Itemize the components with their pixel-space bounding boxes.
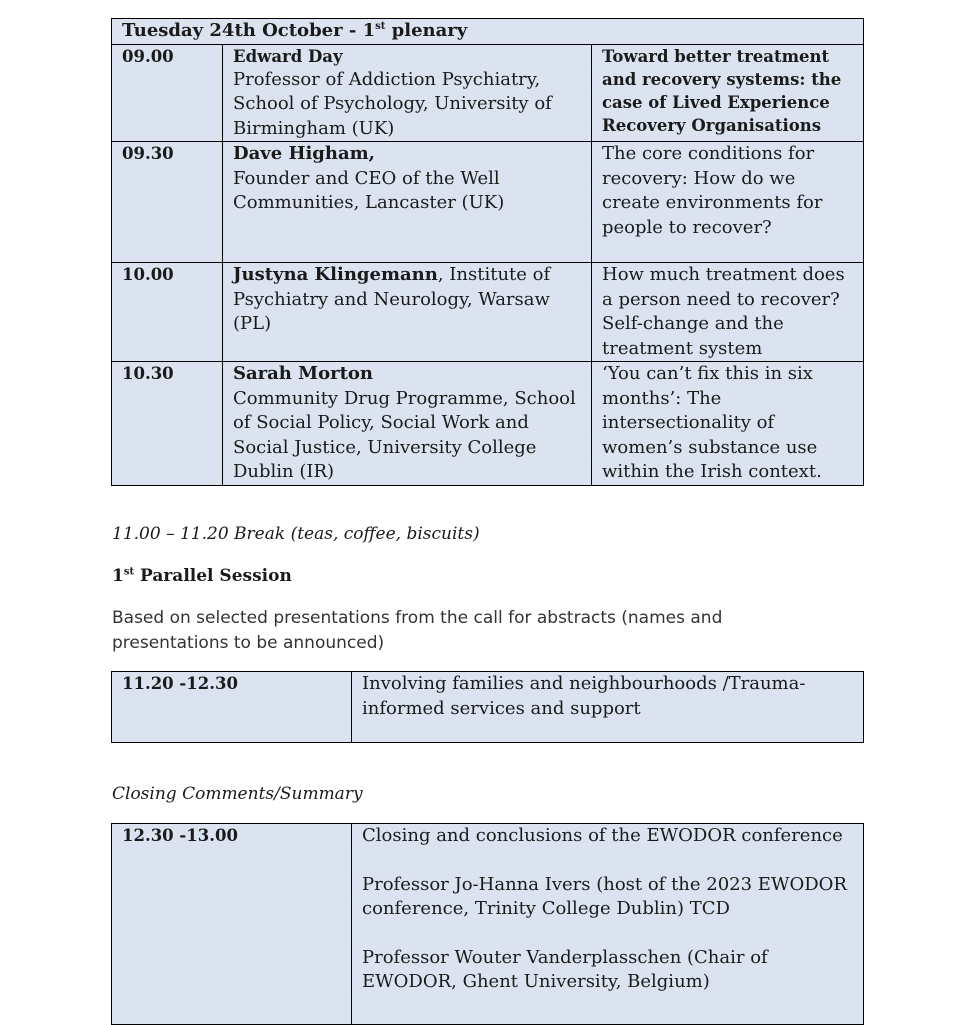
parallel-session-heading bbox=[112, 566, 292, 586]
day-title-suffix: plenary bbox=[385, 20, 468, 41]
speaker-name: Dave Higham, bbox=[233, 143, 375, 164]
speaker-name: Sarah Morton bbox=[233, 363, 373, 384]
closing-comments-label: Closing Comments/Summary bbox=[112, 784, 363, 804]
closing-speaker-vanderplasschen: Professor Wouter Vanderplasschen (Chair of EWODOR, Ghent University, Belgium) bbox=[362, 946, 768, 992]
table-row bbox=[112, 263, 864, 362]
talk-title: ‘You can’t fix this in six months’: The intersectionality of women’s substance use within the Irish context. bbox=[592, 362, 864, 486]
talk-title: The core conditions for recovery: How do we create environments for people to recover? bbox=[592, 142, 864, 263]
day-title-main: Tuesday 24th October - 1 bbox=[122, 20, 376, 41]
plenary-schedule-table bbox=[111, 18, 864, 486]
speaker-affiliation: Community Drug Programme, School of Social Policy, Social Work and Social Justice, University College Dublin (IR) bbox=[233, 387, 576, 482]
day-title-sup: st bbox=[375, 21, 386, 32]
closing-details bbox=[352, 824, 864, 1025]
talk-title: How much treatment does a person need to recover? Self-change and the treatment system bbox=[592, 263, 864, 362]
speaker-name: Justyna Klingemann bbox=[233, 264, 438, 285]
session-time: 12.30 -13.00 bbox=[112, 824, 352, 1025]
day-title bbox=[112, 19, 864, 45]
speaker-affiliation: Founder and CEO of the Well Communities, Lancaster (UK) bbox=[233, 167, 505, 213]
table-row bbox=[112, 44, 864, 142]
closing-speaker-ivers: Professor Jo-Hanna Ivers (host of the 2023 EWODOR conference, Trinity College Dublin) TCD bbox=[362, 873, 847, 919]
break-note: 11.00 – 11.20 Break (teas, coffee, biscuits) bbox=[112, 524, 480, 544]
speaker-affiliation: Professor of Addiction Psychiatry, School of Psychology, University of Birmingham (UK) bbox=[233, 68, 552, 139]
table-row bbox=[112, 824, 864, 1025]
speaker-cell bbox=[223, 142, 592, 263]
table-row bbox=[112, 362, 864, 486]
session-time: 09.00 bbox=[112, 44, 223, 142]
speaker-cell bbox=[223, 263, 592, 362]
closing-conclusions: Closing and conclusions of the EWODOR conference bbox=[362, 825, 843, 846]
session-time: 10.00 bbox=[112, 263, 223, 362]
day-header-row bbox=[112, 19, 864, 45]
speaker-cell bbox=[223, 44, 592, 142]
parallel-heading-sup: st bbox=[123, 566, 135, 578]
session-time: 11.20 -12.30 bbox=[112, 672, 352, 743]
closing-session-table bbox=[111, 823, 864, 1025]
table-row bbox=[112, 672, 864, 743]
speaker-name: Edward Day bbox=[233, 46, 343, 66]
parallel-heading-rest: Parallel Session bbox=[134, 566, 292, 586]
session-topic: Involving families and neighbourhoods /Trauma-informed services and support bbox=[352, 672, 864, 743]
speaker-cell bbox=[223, 362, 592, 486]
talk-title: Toward better treatment and recovery systems: the case of Lived Experience Recovery Organisations bbox=[592, 44, 864, 142]
parallel-heading-num: 1 bbox=[112, 566, 124, 586]
session-time: 09.30 bbox=[112, 142, 223, 263]
call-for-abstracts-note: Based on selected presentations from the call for abstracts (names and presentations to be announced) bbox=[112, 608, 723, 653]
speaker-affiliation: , Institute of Psychiatry and Neurology, Warsaw (PL) bbox=[233, 264, 551, 334]
session-time: 10.30 bbox=[112, 362, 223, 486]
parallel-session-table bbox=[111, 671, 864, 743]
table-row bbox=[112, 142, 864, 263]
